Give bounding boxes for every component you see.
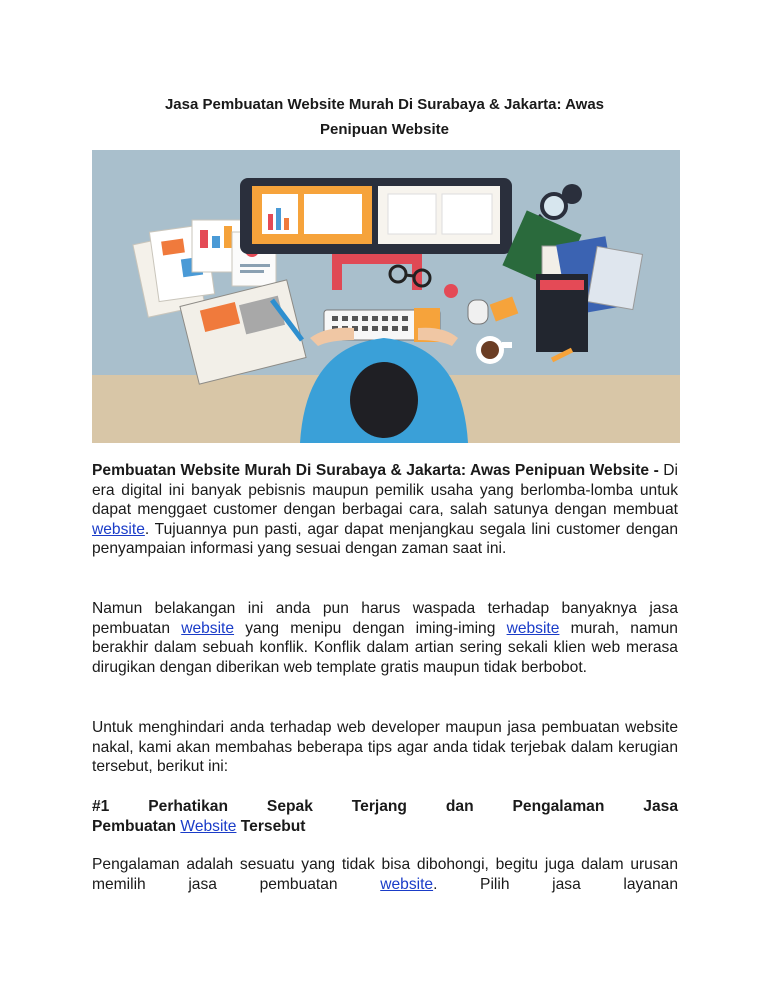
paragraph-warning bbox=[92, 599, 678, 677]
heading-text-b: Tersebut bbox=[236, 817, 306, 835]
warning-text-3: murah, namun berakhir dalam sebuah konflik. Konflik dalam artian sering sekali klien web merasa dirugikan dengan diberikan web template gratis maupun tidak berbobot. bbox=[92, 619, 678, 676]
heading-line-1: #1 Perhatikan Sepak Terjang dan Pengalaman Jasa bbox=[92, 798, 678, 815]
website-link[interactable]: Website bbox=[180, 817, 237, 835]
section-heading bbox=[92, 797, 678, 836]
title-line-2: Penipuan Website bbox=[320, 121, 449, 138]
intro-text-1: Di era digital ini banyak pebisnis maupun pemilik usaha yang berlomba-lomba untuk dapat menggaet customer dengan berbagai cara, salah satunya dengan membuat bbox=[92, 462, 678, 519]
heading-text-a: Pembuatan bbox=[92, 817, 181, 835]
website-link[interactable]: website bbox=[92, 520, 145, 538]
heading-line-2 bbox=[92, 818, 305, 835]
paragraph-experience bbox=[92, 855, 678, 894]
hero-illustration bbox=[92, 150, 680, 443]
intro-text-2: . Tujuannya pun pasti, agar dapat menjangkau segala lini customer dengan penyampaian informasi yang sesuai dengan zaman saat ini. bbox=[92, 520, 678, 558]
intro-lead-bold: Pembuatan Website Murah Di Surabaya & Jakarta: Awas Penipuan Website - bbox=[92, 462, 664, 479]
document-title bbox=[92, 92, 677, 142]
website-link[interactable]: website bbox=[380, 875, 434, 893]
warning-text-2: yang menipu dengan iming-iming bbox=[234, 619, 507, 637]
paragraph-tips-intro: Untuk menghindari anda terhadap web developer maupun jasa pembuatan website nakal, kami akan membahas beberapa tips agar anda tidak terjebak dalam kerugian tersebut, berikut ini: bbox=[92, 719, 678, 776]
website-link[interactable]: website bbox=[181, 619, 235, 637]
paragraph-intro bbox=[92, 461, 678, 559]
title-line-1: Jasa Pembuatan Website Murah Di Surabaya & Jakarta: Awas bbox=[164, 96, 605, 113]
website-link[interactable]: website bbox=[506, 619, 560, 637]
experience-text-2: . Pilih jasa layanan bbox=[433, 875, 678, 893]
warning-text-1: Namun belakangan ini anda pun harus waspada terhadap banyaknya jasa pembuatan bbox=[92, 600, 678, 637]
experience-text-1: Pengalaman adalah sesuatu yang tidak bisa dibohongi, begitu juga dalam urusan memilih jasa pembuatan bbox=[92, 856, 678, 893]
